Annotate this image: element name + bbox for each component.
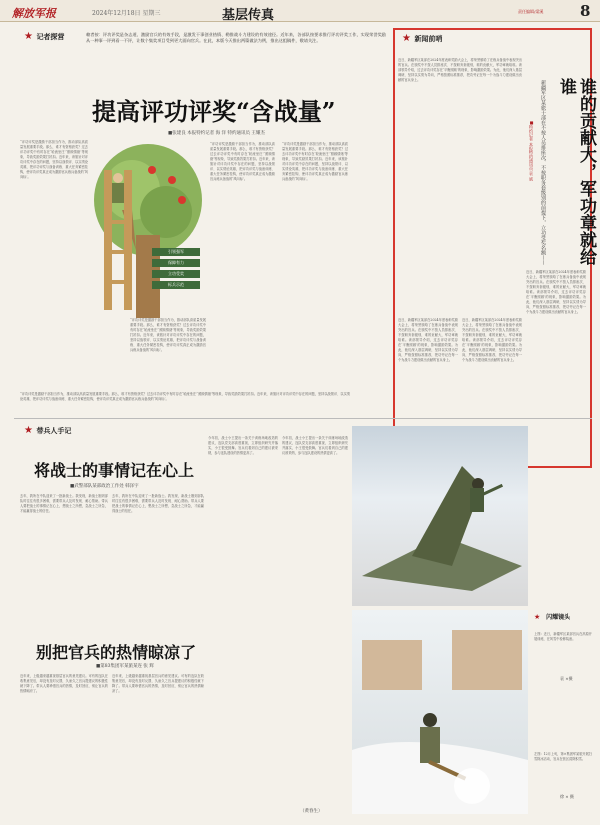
news-body-right: 近日，新疆军区某部在2024年度表彰奖励大会上，将荣誉颁给了在练兵备战中表现突出的官兵。在颁奖中不按人员排座次、不按职务套级别，谁的贡献大，军功章就给谁。该部领导介绍，过去评功评奖存在‘平衡照顾’的现象，影响激励效果。为此，他们深入基层调研，坚持以实绩为导向，严格按照标准推荐，把功劳记在每一个为战斗力建设做出贡献的官兵身上。 (526, 270, 586, 314)
soldier-body-1b: 去年，我所在中队迎来了一批新战士。我发现，新战士刚到部队时往往有很多困难，需要带兵人及时发现、耐心帮助。带兵人要把战士的事情记在心上，想战士之所想，急战士之所急，才能赢得战士的信任。 (112, 494, 204, 513)
soldier-body-2b: 近年来，上级越来越重视基层官兵的意见建议。可有的连队在收集意见后，却没有及时反馈，久而久之官兵提建议的积极性就下降了。带兵人要珍惜官兵的热情，及时回应，别让官兵的热情晾凉了。 (112, 674, 204, 693)
photo-aircraft (352, 426, 528, 606)
soldier-byline-2: ■第83集团军某旅某连 张 辉 (96, 664, 154, 669)
column-tag-photo: ★ 闪耀镜头 (534, 613, 571, 621)
newspaper-logo: 解放军报 (12, 7, 56, 20)
article-body-col5: “评功评奖是激励干部担当作为，推动部队高质量发展重要手段。那么，谁才有资格获奖？过去评功评奖中有时存在‘轮流坐庄’‘照顾情绪’等现象，导致奖励效果打折扣。近年来，该旅针对评功评奖中存在的问题，坚持以战领评、以实绩论英雄，把评功评奖与战备训练、重大任务紧密挂钩，使评功评奖真正成为激励官兵练兵备战的‘风向标’。 (20, 392, 350, 401)
editor-credit: 责任编辑/梁溪 (518, 9, 544, 14)
news-headline: 谁的贡献大，军功章就给谁 (556, 78, 596, 265)
section-title: 基层传真 (222, 8, 275, 23)
issue-date: 2024年12月18日 星期三 (92, 10, 161, 17)
star-icon: ★ (24, 31, 33, 42)
tree-label-3: 立功受奖 (152, 270, 200, 278)
article-body-col2: “评功评奖是激励干部担当作为，推动部队高质量发展重要手段。那么，谁才有资格获奖？过去评功评奖中有时存在‘轮流坐庄’‘照顾情绪’等现象，导致奖励效果打折扣。近年来，该旅针对评功评奖中存在的问题，坚持以战领评、以实绩论英雄，把评功评奖与战备训练、重大任务紧密挂钩，使评功评奖真正成为激励官兵练兵备战的‘风向标’。 (210, 142, 275, 181)
masthead (0, 0, 600, 22)
article-body-col1: “评功评奖是激励干部担当作为，推动部队高质量发展重要手段。那么，谁才有资格获奖？过去评功评奖中有时存在‘轮流坐庄’‘照顾情绪’等现象，导致奖励效果打折扣。近年来，该旅针对评功评奖中存在的问题，坚持以战领评、以实绩论英雄，把评功评奖与战备训练、重大任务紧密挂钩，使评功评奖真正成为激励官兵练兵备战的‘风向标’。 (20, 140, 88, 179)
soldier-headline-2: 别把官兵的热情晾凉了 (36, 643, 197, 662)
photo-credit-2: 徐 × 摄 (560, 794, 574, 799)
soldier-body-1a: 去年，我所在中队迎来了一批新战士。我发现，新战士刚到部队时往往有很多困难，需要带兵人及时发现、耐心帮助。带兵人要把战士的事情记在心上，想战士之所想，急战士之所急，才能赢得战士的信任。 (20, 494, 108, 513)
article-body-col3: “评功评奖是激励干部担当作为，推动部队高质量发展重要手段。那么，谁才有资格获奖？过去评功评奖中有时存在‘轮流坐庄’‘照顾情绪’等现象，导致奖励效果打折扣。近年来，该旅针对评功评奖中存在的问题，坚持以战领评、以实绩论英雄，把评功评奖与战备训练、重大任务紧密挂钩，使评功评奖真正成为激励官兵练兵备战的‘风向标’。 (282, 142, 348, 181)
tree-label-1: 引领强军 (152, 248, 200, 256)
news-body-left: 近日，新疆军区某部在2024年度表彰奖励大会上，将荣誉颁给了在练兵备战中表现突出的官兵。在颁奖中不按人员排座次、不按职务套级别，谁的贡献大，军功章就给谁。该部领导介绍，过去评功评奖存在‘平衡照顾’的现象，影响激励效果。为此，他们深入基层调研，坚持以实绩为导向，严格按照标准推荐，把功劳记在每一个为战斗力建设做出贡献的官兵身上。 (398, 318, 458, 362)
photo-caption-2: 左图：12月上旬，第×集团军某旅开展扫雪除冰活动，官兵在营区清除积雪。 (534, 752, 592, 761)
star-icon: ★ (24, 425, 33, 436)
soldier-headline-1: 将战士的事情记在心上 (34, 461, 195, 480)
soldier-body-mid-1: 今年初，战士小王提出一条关于训练场地改造的建议，连队党支部高度重视，立即组织研究并落实，小王很受鼓舞。官兵们看到自己的建议被采纳，参与连队建设的热情更高了。 (208, 436, 278, 455)
tree-label-4: 标兵示范 (152, 281, 200, 289)
photo-credit-1: 袁 ×摄 (560, 676, 573, 681)
photo-caption-1: 上图：近日，新疆军区某部官兵在高原开展训练，在风雪中检修装备。 (534, 632, 592, 641)
column-tag-soldier: ★ 带兵人手记 (24, 425, 72, 436)
soldier-continue: （黄春生） (300, 809, 323, 814)
news-byline: ■特约记者 本报特约通讯员 袁 斌 (529, 120, 534, 181)
section-divider (14, 418, 592, 419)
soldier-body-mid-2: 今年初，战士小王提出一条关于训练场地改造的建议，连队党支部高度重视，立即组织研究并落实，小王很受鼓舞。官兵们看到自己的建议被采纳，参与连队建设的热情更高了。 (282, 436, 348, 455)
star-icon: ★ (402, 33, 411, 44)
soldier-body-2a: 近年来，上级越来越重视基层官兵的意见建议。可有的连队在收集意见后，却没有及时反馈，久而久之官兵提建议的积极性就下降了。带兵人要珍惜官兵的热情，及时回应，别让官兵的热情晾凉了。 (20, 674, 108, 693)
article-body-col4: “评功评奖是激励干部担当作为，推动部队高质量发展重要手段。那么，谁才有资格获奖？过去评功评奖中有时存在‘轮流坐庄’‘照顾情绪’等现象，导致奖励效果打折扣。近年来，该旅针对评功评奖中存在的问题，坚持以战领评、以实绩论英雄，把评功评奖与战备训练、重大任务紧密挂钩，使评功评奖真正成为激励官兵练兵备战的‘风向标’。 (130, 318, 206, 352)
news-body-mid: 近日，新疆军区某部在2024年度表彰奖励大会上，将荣誉颁给了在练兵备战中表现突出的官兵。在颁奖中不按人员排座次、不按职务套级别，谁的贡献大，军功章就给谁。该部领导介绍，过去评功评奖存在‘平衡照顾’的现象，影响激励效果。为此，他们深入基层调研，坚持以实绩为导向，严格按照标准推荐，把功劳记在每一个为战斗力建设做出贡献的官兵身上。 (462, 318, 522, 362)
tree-label-2: 保障有力 (152, 259, 200, 267)
editor-note: 赖者按：评功评奖是杂志道、激励官兵的有效手段，是激发干事创业热情、勒推战斗力建设的有效途径。近年来，各部队按要求推行评功评奖工作，实现荣誉奖励从一种事一评到看一不评，让数个集奖项目受到更大面向官兵。在此，本版今天推出两篇做法为例，推出这组稿件，敬请关注。 (86, 32, 386, 44)
photo-snow (352, 610, 528, 814)
column-tag-news: ★ 新闻前哨 (402, 33, 443, 44)
star-icon: ★ (534, 613, 541, 621)
tree-illustration (92, 140, 204, 318)
column-tag-reporter: ★ 记者探营 (24, 31, 65, 42)
main-byline: ■张建良 本报特约记者 海 洋 特约通讯员 王耀杰 (168, 131, 265, 136)
news-subhead: 新疆军区某旅干部在不按人员排座次、不按职务套级别的前提下，立功受奖名额—— (540, 80, 546, 265)
news-body-top: 近日，新疆军区某部在2024年度表彰奖励大会上，将荣誉颁给了在练兵备战中表现突出的官兵。在颁奖中不按人员排座次、不按职务套级别，谁的贡献大，军功章就给谁。该部领导介绍，过去评功评奖存在‘平衡照顾’的现象，影响激励效果。为此，他们深入基层调研，坚持以实绩为导向，严格按照标准推荐，把功劳记在每一个为战斗力建设做出贡献的官兵身上。 (398, 58, 522, 82)
main-headline: 提高评功评奖“含战量” (92, 97, 336, 126)
soldier-byline-1: ■武警部队某部政治工作处 韩泽宇 (70, 484, 139, 489)
page-number: 8 (580, 2, 591, 20)
